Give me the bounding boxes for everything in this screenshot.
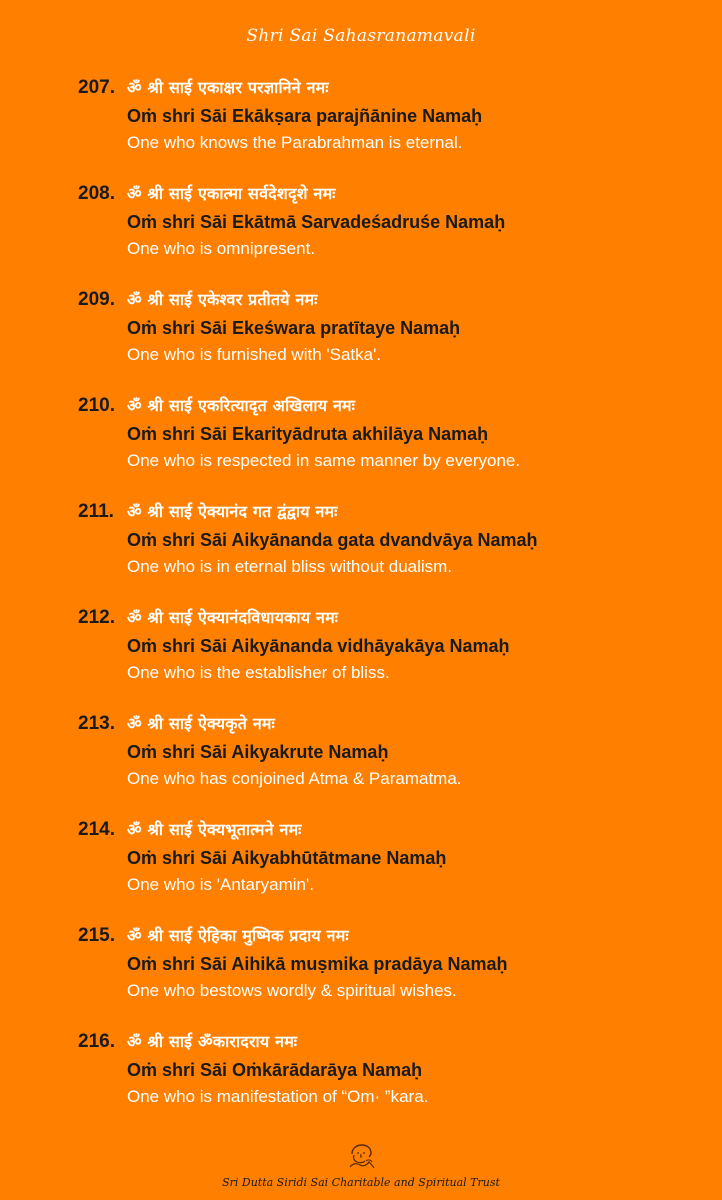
entry-number: 208.	[78, 183, 115, 204]
entry-transliteration: Oṁ shri Sāi Aikyānanda vidhāyakāya Namaḥ	[127, 636, 510, 656]
entry-number: 209.	[78, 289, 115, 310]
list-item	[78, 500, 698, 606]
entry-header	[78, 818, 698, 844]
entry-meaning: One who is in eternal bliss without dualism.	[127, 557, 453, 576]
entry-number: 214.	[78, 819, 115, 840]
entry-meaning: One who is manifestation of “Om· ”kara.	[127, 1087, 429, 1106]
entry-devanagari: ॐ श्री साई एकेश्वर प्रतीतये नमः	[127, 290, 318, 309]
entry-number: 207.	[78, 77, 115, 98]
list-item	[78, 606, 698, 712]
entry-meaning: One who has conjoined Atma & Paramatma.	[127, 769, 462, 788]
sai-baba-portrait-icon	[346, 1142, 376, 1170]
entry-header	[78, 288, 698, 314]
entry-header	[78, 76, 698, 102]
list-item	[78, 712, 698, 818]
entry-header	[78, 924, 698, 950]
entry-header	[78, 394, 698, 420]
entry-transliteration: Oṁ shri Sāi Oṁkārādarāya Namaḥ	[127, 1060, 423, 1080]
list-item	[78, 924, 698, 1030]
entry-devanagari: ॐ श्री साई एकरित्यादृत अखिलाय नमः	[127, 396, 356, 415]
entry-number: 213.	[78, 713, 115, 734]
entry-devanagari: ॐ श्री साई ऐहिका मुष्मिक प्रदाय नमः	[127, 926, 349, 945]
entry-meaning: One who is respected in same manner by everyone.	[127, 451, 521, 470]
page-title: Shri Sai Sahasranamavali	[246, 26, 476, 46]
list-item	[78, 182, 698, 288]
list-item	[78, 818, 698, 924]
entry-devanagari: ॐ श्री साई ऐक्यानंदविधायकाय नमः	[127, 608, 339, 627]
entry-transliteration: Oṁ shri Sāi Ekākṣara parajñānine Namaḥ	[127, 106, 483, 126]
entry-header	[78, 1030, 698, 1056]
list-item	[78, 76, 698, 182]
entry-header	[78, 500, 698, 526]
names-list	[78, 76, 698, 1136]
entry-header	[78, 182, 698, 208]
entry-transliteration: Oṁ shri Sāi Aikyakrute Namaḥ	[127, 742, 389, 762]
entry-meaning: One who is furnished with 'Satka'.	[127, 345, 382, 364]
entry-meaning: One who bestows wordly & spiritual wishes.	[127, 981, 457, 1000]
entry-devanagari: ॐ श्री साई एकात्मा सर्वदेशदृशे नमः	[127, 184, 336, 203]
entry-number: 211.	[78, 501, 114, 522]
entry-transliteration: Oṁ shri Sāi Aikyabhūtātmane Namaḥ	[127, 848, 447, 868]
entry-devanagari: ॐ श्री साई ऐक्यानंद गत द्वंद्वाय नमः	[127, 502, 338, 521]
entry-number: 215.	[78, 925, 115, 946]
list-item	[78, 288, 698, 394]
entry-number: 216.	[78, 1031, 115, 1052]
entry-number: 212.	[78, 607, 115, 628]
entry-meaning: One who is omnipresent.	[127, 239, 316, 258]
list-item	[78, 394, 698, 500]
footer-trust-name: Sri Dutta Siridi Sai Charitable and Spiritual Trust	[222, 1176, 500, 1189]
entry-header	[78, 712, 698, 738]
entry-transliteration: Oṁ shri Sāi Aikyānanda gata dvandvāya Namaḥ	[127, 530, 538, 550]
entry-header	[78, 606, 698, 632]
entry-meaning: One who is the establisher of bliss.	[127, 663, 390, 682]
entry-number: 210.	[78, 395, 115, 416]
entry-transliteration: Oṁ shri Sāi Ekeśwara pratītaye Namaḥ	[127, 318, 461, 338]
entry-meaning: One who knows the Parabrahman is eternal.	[127, 133, 463, 152]
entry-transliteration: Oṁ shri Sāi Ekātmā Sarvadeśadruśe Namaḥ	[127, 212, 506, 232]
entry-devanagari: ॐ श्री साई ॐकारादराय नमः	[127, 1032, 298, 1051]
entry-devanagari: ॐ श्री साई एकाक्षर परज्ञानिने नमः	[127, 78, 329, 97]
list-item	[78, 1030, 698, 1136]
entry-meaning: One who is 'Antaryamin'.	[127, 875, 314, 894]
entry-devanagari: ॐ श्री साई ऐक्यकृते नमः	[127, 714, 275, 733]
entry-devanagari: ॐ श्री साई ऐक्यभूतात्मने नमः	[127, 820, 302, 839]
entry-transliteration: Oṁ shri Sāi Aihikā muṣmika pradāya Namaḥ	[127, 954, 508, 974]
entry-transliteration: Oṁ shri Sāi Ekarityādruta akhilāya Namaḥ	[127, 424, 489, 444]
